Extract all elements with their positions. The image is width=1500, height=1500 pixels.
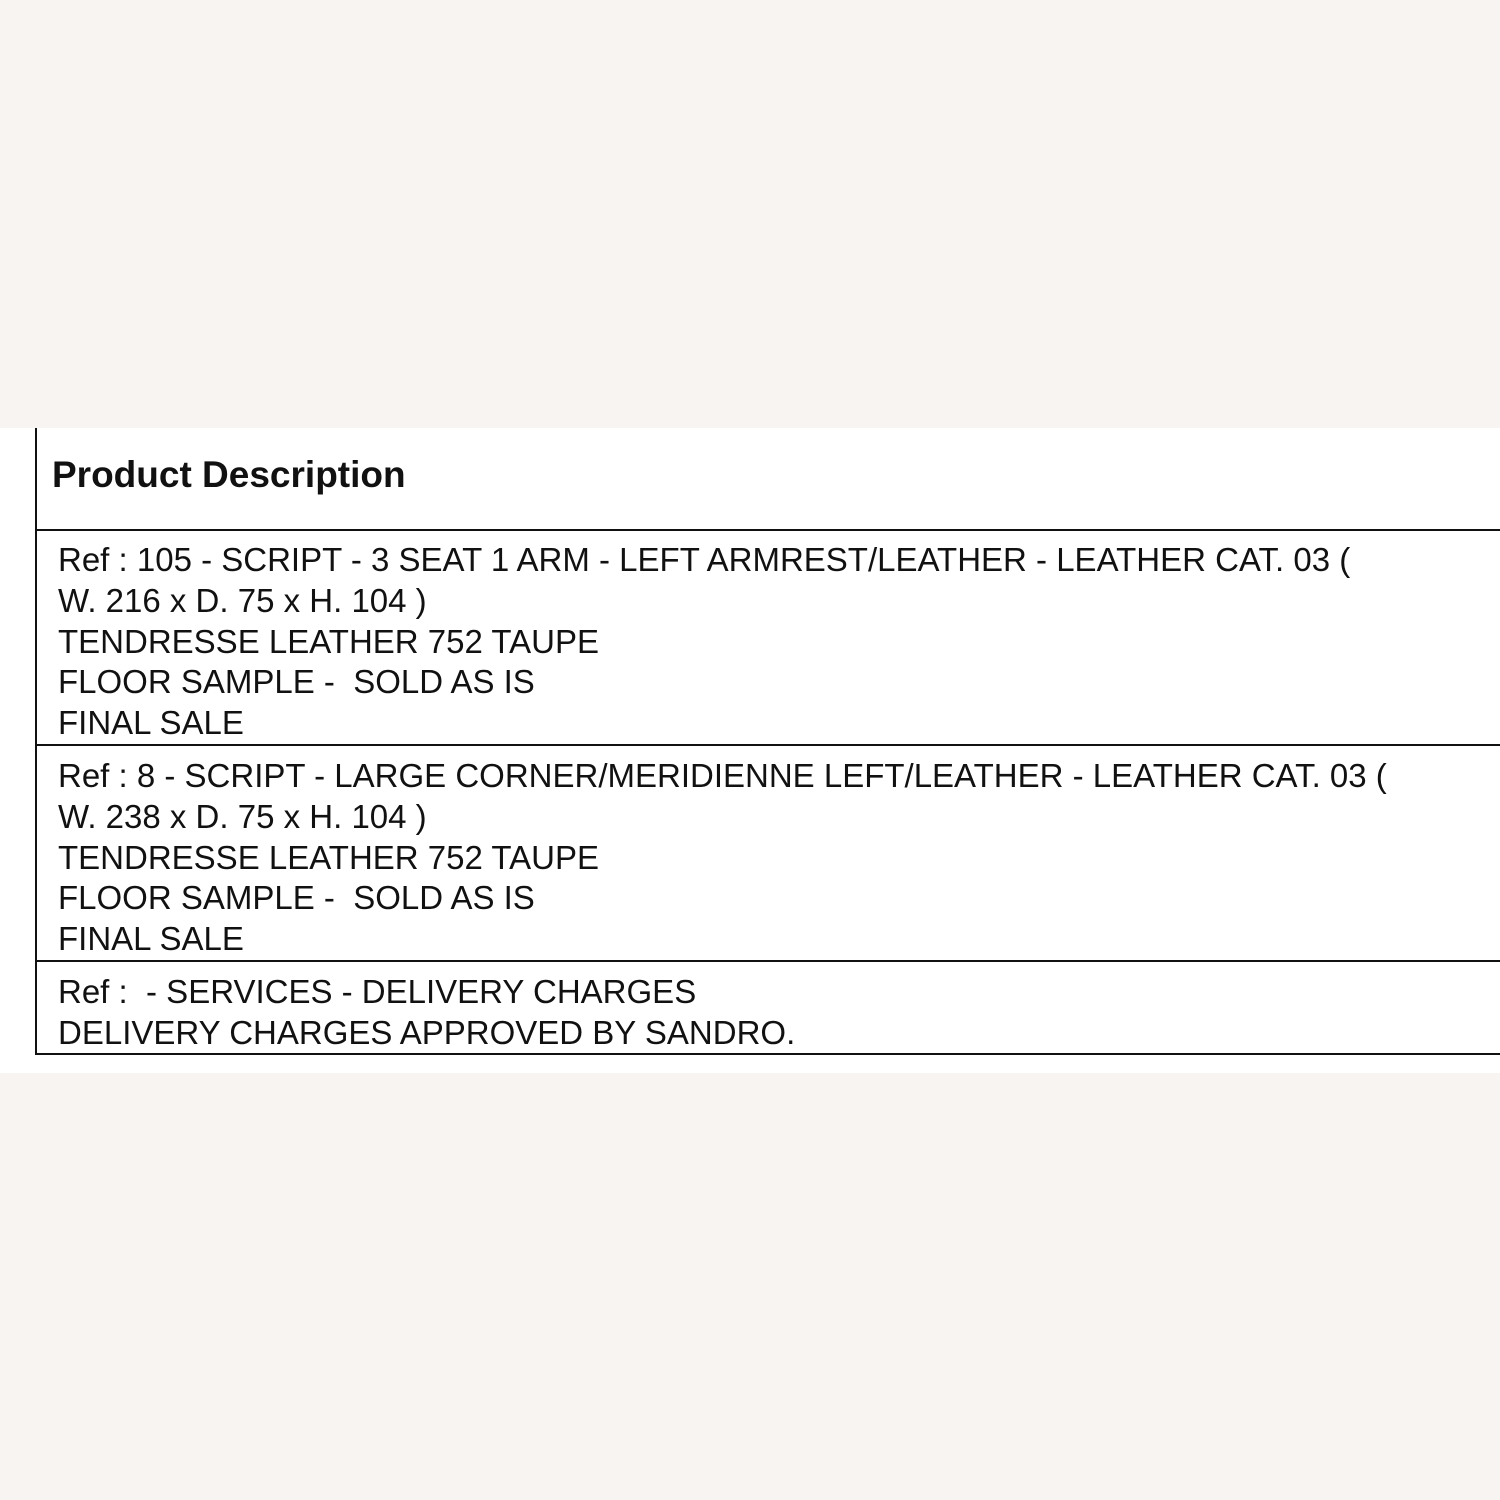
table-row	[58, 756, 1490, 960]
table-row	[58, 540, 1490, 744]
item-line: FINAL SALE	[58, 704, 244, 742]
item-line: TENDRESSE LEATHER 752 TAUPE	[58, 622, 600, 660]
item-line: TENDRESSE LEATHER 752 TAUPE	[58, 838, 600, 876]
item-line: FLOOR SAMPLE - SOLD AS IS	[58, 663, 535, 701]
header-divider	[37, 529, 1500, 531]
item-line: Ref : - SERVICES - DELIVERY CHARGES	[58, 973, 697, 1010]
item-line: DELIVERY CHARGES APPROVED BY SANDRO.	[58, 1013, 796, 1051]
table-row	[58, 972, 1490, 1054]
item-line: FLOOR SAMPLE - SOLD AS IS	[58, 879, 535, 917]
item-line: W. 238 x D. 75 x H. 104 )	[58, 797, 427, 835]
item-line: Ref : 105 - SCRIPT - 3 SEAT 1 ARM - LEFT ARMREST/LEATHER - LEATHER CAT. 03 (	[58, 541, 1351, 578]
item-line: FINAL SALE	[58, 920, 244, 958]
row-divider	[37, 960, 1500, 962]
product-table	[35, 428, 1500, 1055]
row-divider	[37, 744, 1500, 746]
item-line: W. 216 x D. 75 x H. 104 )	[58, 581, 427, 619]
item-line: Ref : 8 - SCRIPT - LARGE CORNER/MERIDIENNE LEFT/LEATHER - LEATHER CAT. 03 (	[58, 757, 1387, 794]
table-header: Product Description	[52, 454, 406, 495]
document-page	[0, 428, 1500, 1073]
